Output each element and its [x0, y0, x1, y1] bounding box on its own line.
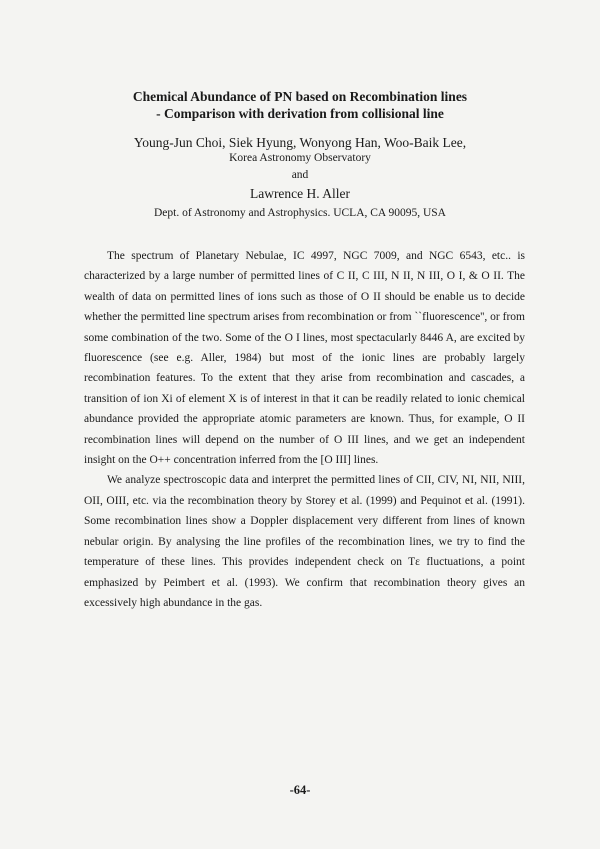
page-number: -64-: [289, 783, 311, 797]
paragraph-2: We analyze spectroscopic data and interpret the permitted lines of CII, CIV, NI, NII, NIII, OII, OIII, etc. via the recombination theory by Storey et al. (1999) and Pequinot et al. (1991). Some recombination lines show a Doppler displacement very different from lines of known nebular origin. By analysing the line profiles of the recombination lines, we try to find the temperature of these lines. This provides independent check on Tε fluctuations, a point emphasized by Peimbert et al. (1993). We confirm that recombination theory gives an excessively high abundance in the gas.: [84, 474, 525, 609]
author-conjunction: and: [291, 169, 309, 181]
second-author: Lawrence H. Aller: [249, 186, 351, 201]
paragraph-1: The spectrum of Planetary Nebulae, IC 4997, NGC 7009, and NGC 6543, etc.. is characterized by a large number of permitted lines of C II, C III, N II, N III, O I, & O II. The wealth of data on permitted lines of ions such as those of O II should be enable us to decide whether the permitted line spectrum arises from recombination or from ``fluorescence'', or from some combination of the two. Some of the O I lines, most spectacularly 8446 A, are excited by fluorescence (see e.g. Aller, 1984) but most of the ionic lines are probably largely recombination features. To the extent that they arise from recombination and cascades, a transition of ion Xi of element X is of interest in that it can be readily related to ionic chemical abundance provided the appropriate atomic parameters are known. Thus, for example, O II recombination lines will depend on the number of O III lines, and we get an independent insight on the O++ concentration inferred from the [O III] lines.: [84, 250, 525, 467]
author-list: Young-Jun Choi, Siek Hyung, Wonyong Han, Woo-Baik Lee,: [133, 135, 467, 150]
paper-title-line-1: Chemical Abundance of PN based on Recombination lines: [132, 89, 468, 104]
affiliation-korea: Korea Astronomy Observatory: [229, 152, 371, 164]
paper-title-line-2: - Comparison with derivation from collisional line: [156, 106, 444, 121]
header-block: [0, 88, 600, 221]
affiliation-ucla: Dept. of Astronomy and Astrophysics. UCLA, CA 90095, USA: [154, 207, 446, 219]
abstract-body: [84, 246, 525, 613]
